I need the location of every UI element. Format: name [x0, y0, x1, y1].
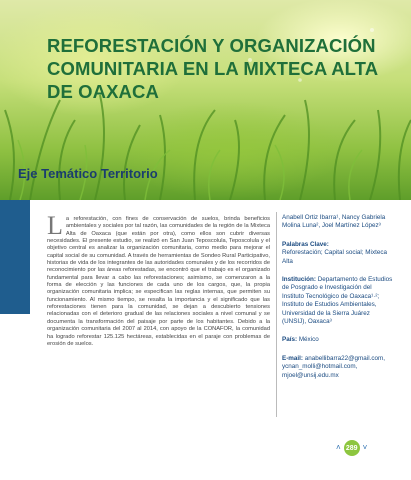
- page-number-badge: 289: [344, 440, 360, 456]
- title-line-2: COMUNITARIA EN LA MIXTECA ALTA: [47, 58, 379, 79]
- side-stripe: [0, 200, 30, 314]
- article-title: [47, 34, 378, 103]
- institution-value: Departamento de Estudios de Posgrado e Investigación del Instituto Tecnológico de Oaxaca¹·²; Instituto de Estudios Ambientales, Universidad de la Sierra Juárez (UNSIJ), Oaxaca³: [282, 276, 393, 326]
- chevrons-up-icon[interactable]: ˄: [336, 443, 341, 452]
- keywords-block: [282, 241, 394, 266]
- email-value: anabellibarra22@gmail.com, ycnan_molli@hotmail.com, mjoel@unsij.edu.mx: [282, 354, 385, 379]
- email-block: [282, 355, 394, 380]
- chevrons-down-icon[interactable]: ˅: [362, 443, 368, 452]
- country-block: [282, 336, 394, 344]
- section-heading: Eje Temático Territorio: [18, 166, 158, 181]
- email-label: E-mail:: [282, 354, 303, 362]
- title-line-3: DE OAXACA: [47, 81, 159, 102]
- abstract-text: [47, 211, 270, 348]
- keywords-value: Reforestación; Capital social; Mixteca Alta: [282, 249, 387, 265]
- authors: Anabell Ortiz Ibarra¹, Nancy Gabriela Molina Luna², Joel Martínez López³: [282, 214, 386, 230]
- column-divider: [276, 212, 277, 417]
- country-value: México: [298, 336, 319, 344]
- keywords-label: Palabras Clave:: [282, 240, 329, 248]
- title-line-1: REFORESTACIÓN Y ORGANIZACIÓN: [47, 35, 376, 56]
- abstract-body: a reforestación, con fines de conservación de suelos, brinda beneficios ambientales y sociales por tal razón, las comunidades de la región de la Mixteca Alta de Oaxaca (que están por otra), como ellos son cubrir diversas necesidades. El presente estudio, se realizó en San Juan Teposcolula, Teposcolula y el objetivo central es analizar la organización comunitaria, como medio para mejorar el capital social de su comunidad. A través de herramientas de Sondeo Rural Participativo, historias de vida de los integrantes de las autoridades comunales y de los recorridos de reconocimiento por las áreas reforestadas, se encontró que el trabajo es el organizado fundamental para llevar a cabo las reforestaciones; asimismo, se comenzaron a la forma de elección y las funciones de cada uno de los cargos, que, la propia organización comunitaria implica; se especifican las reglas internas, que permiten su funcionamiento. Al mismo tiempo, se resalta la importancia y el significado que las reforestaciones tienen para la comunidad, se dejan a descubierto tensiones relacionadas con el deterioro gradual de las relaciones sociales a nivel comunal y se documenta la transformación del paisaje por parte de los habitantes. Debido a la organización comunitaria del 2007 al 2014, con apoyo de la CONAFOR, la comunidad ha logrado reforestar 125.125 hectáreas, establecidas en el paraje con problemas de erosión de suelos.: [47, 216, 270, 347]
- article-metadata: [282, 214, 394, 390]
- country-label: País:: [282, 336, 298, 344]
- page-navigation: [336, 440, 367, 456]
- institution-block: [282, 276, 394, 326]
- drop-cap: L: [47, 211, 63, 240]
- header-photo-grass: [0, 0, 411, 200]
- institution-label: Institución:: [282, 276, 316, 284]
